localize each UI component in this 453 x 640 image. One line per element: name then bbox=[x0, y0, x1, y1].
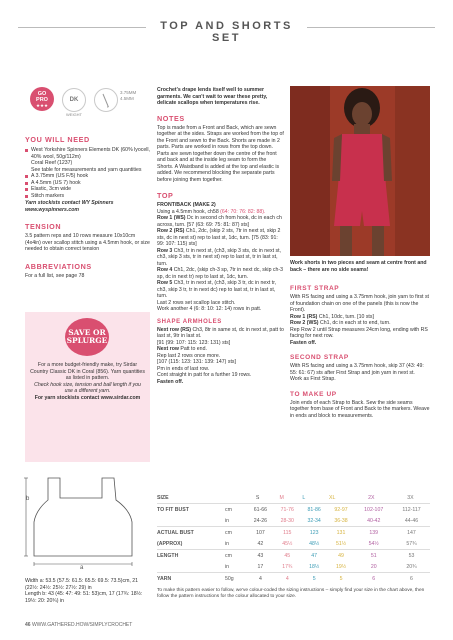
table-cell: 4 bbox=[247, 573, 274, 585]
table-cell: 18½ bbox=[309, 563, 320, 570]
table-cell: 19½ bbox=[335, 563, 347, 570]
row-label: LENGTH bbox=[157, 550, 225, 562]
next-row-instruction bbox=[157, 327, 284, 340]
row3-instruction bbox=[157, 248, 284, 268]
table-cell: 4 bbox=[274, 573, 301, 585]
table-cell: 28-30 bbox=[280, 517, 294, 524]
you-will-need-section bbox=[25, 135, 150, 279]
row-label: Row 3 bbox=[157, 247, 173, 254]
row1-instruction bbox=[157, 215, 284, 228]
fasten-off-text: Fasten off. bbox=[157, 378, 184, 385]
row-label: Row 1 (WS) bbox=[157, 215, 186, 221]
row-label: Row 2 (WS) bbox=[290, 320, 319, 326]
table-cell: 51 bbox=[354, 550, 393, 562]
table-cell: 6 bbox=[393, 573, 430, 585]
work-another-text: Work another 4 (6: 8: 10: 12: 14) rows in patt. bbox=[157, 306, 262, 312]
table-cell: 147 bbox=[393, 527, 430, 539]
table-cell: 51½ bbox=[335, 540, 347, 547]
table-row bbox=[157, 504, 430, 516]
row-label: (APPROX) bbox=[157, 540, 183, 547]
width-measurement: Width a: 53.5 (57.5: 61.5: 65.5: 69.5: 73.5)cm, 21 (22½: 24½: 25½: 27½: 29) in bbox=[25, 578, 139, 591]
list-item-text: A 3.75mm (US F/5) hook bbox=[31, 173, 89, 179]
page-title: TOP AND SHORTS SET bbox=[160, 20, 293, 44]
table-cell: 20 bbox=[370, 563, 377, 570]
list-item-text: A 4.5mm (US 7) hook bbox=[31, 179, 81, 186]
table-cell: 20¾ bbox=[406, 563, 417, 570]
row-unit: in bbox=[225, 517, 230, 524]
list-item-text: West Yorkshire Spinners Elements DK (60% lyocell, 40% wool, 50g/112m) bbox=[31, 147, 150, 160]
size-table bbox=[157, 492, 430, 600]
weight-badge bbox=[62, 88, 86, 112]
second-strap-text: With RS facing and using a 3.75mm hook, skip 37 (43: 49: 55: 61: 67) sts after First Strap and join yarn in next st. bbox=[290, 363, 424, 376]
section-heading-top: TOP bbox=[157, 191, 174, 200]
row-label: TO FIT BUST bbox=[157, 504, 225, 516]
table-cell: 40-42 bbox=[367, 517, 381, 524]
chain-sizes: (64: 70: 76: 82: 88). bbox=[220, 208, 266, 215]
table-cell: 44-46 bbox=[404, 517, 419, 524]
row-text: Ch1, 10dc, turn. [10 sts] bbox=[317, 313, 374, 320]
hook-sizes bbox=[120, 90, 136, 102]
size-header: SIZE bbox=[157, 494, 169, 501]
section-heading-notes: NOTES bbox=[157, 113, 185, 123]
row-unit: cm bbox=[225, 504, 247, 516]
abbreviations-text: For a full list, see page 78 bbox=[25, 272, 85, 279]
strap-rep-text: Rep Row 2 until Strap measures 24cm long, ending with RS facing for next row. bbox=[290, 326, 428, 339]
cont-text: Cont straight in patt for a further 19 rows. bbox=[157, 372, 252, 378]
table-row bbox=[157, 515, 430, 527]
schematic-diagram bbox=[20, 470, 150, 580]
badge-level-line2: PRO bbox=[36, 97, 48, 103]
promo-check-text: Check hook size, tension and ball length if you use a different yarn. bbox=[34, 381, 141, 394]
weight-sub-label: WEIGHT bbox=[66, 112, 82, 117]
notes-text: Top is made from a Front and Back, which are sewn together at the sides. Straps are worked from the top of the Front and sewn to the Back. Shorts are made in 2 parts. Parts are worked in rows from the top down. Parts are sewn together down the centre of the front and back and at the inside leg seam to form the Shorts. A Waistband is added at the top and elastic is added. We recommend blocking the separate parts before joining them together. bbox=[157, 124, 284, 183]
table-cell: 107 bbox=[247, 527, 274, 539]
table-cell: 49 bbox=[328, 550, 355, 562]
table-cell: 115 bbox=[274, 527, 301, 539]
table-cell: 17¾ bbox=[282, 563, 293, 570]
table-cell: 81-86 bbox=[301, 504, 328, 516]
dimension-label-b: b bbox=[26, 496, 30, 502]
row-label bbox=[157, 515, 225, 527]
yarn-colour: Coral Reef (1237) bbox=[31, 160, 73, 166]
hook-drawing bbox=[95, 89, 117, 111]
list-item-text: Elastic, 3cm wide bbox=[31, 186, 72, 192]
section-heading-shape-armholes: SHAPE ARMHOLES bbox=[157, 318, 222, 325]
header-rule-right bbox=[307, 27, 435, 28]
row-unit: cm bbox=[225, 527, 247, 539]
table-row bbox=[157, 527, 430, 539]
stitch-count-2: [107 (115: 123: 131: 139: 147) sts] bbox=[157, 359, 236, 365]
row-label: YARN bbox=[157, 573, 225, 585]
row-unit: in bbox=[225, 563, 230, 570]
skill-level-badge bbox=[30, 87, 54, 111]
materials-list bbox=[25, 147, 150, 160]
section-heading-tension: TENSION bbox=[25, 222, 62, 231]
table-cell: 57¾ bbox=[406, 540, 417, 547]
size-xl: XL bbox=[329, 494, 336, 501]
promo-stockist-link[interactable]: For yarn stockists contact www.sirdar.com bbox=[34, 394, 141, 401]
table-cell: 6 bbox=[354, 573, 393, 585]
list-item-text: Stitch markers bbox=[31, 192, 65, 199]
table-cell: 92-97 bbox=[328, 504, 355, 516]
rep-last-text: Rep last 2 rows once more. bbox=[157, 352, 221, 359]
row2-instruction bbox=[157, 228, 284, 248]
table-cell: 43 bbox=[247, 550, 274, 562]
table-cell: 131 bbox=[328, 527, 355, 539]
stitch-count: [91 (99: 107: 115: 123: 131) sts] bbox=[157, 339, 231, 346]
row-label: Row 2 (RS) bbox=[157, 228, 185, 234]
promo-content bbox=[30, 362, 145, 401]
make-up-text: Join ends of each Strap to Back. Sew the side seams together from base of Front and Back to the markers. Weave in ends and block to measurements. bbox=[290, 399, 430, 419]
table-cell: 61-66 bbox=[247, 504, 274, 516]
hook-size-2: 4.5MM bbox=[120, 96, 134, 101]
row-unit: in bbox=[225, 540, 230, 547]
row4-instruction bbox=[157, 267, 284, 280]
right-column bbox=[290, 285, 430, 419]
stamp-line1: SAVE OR bbox=[68, 328, 106, 337]
row-label: Row 5 bbox=[157, 280, 173, 286]
table-cell: 45 bbox=[274, 550, 301, 562]
row-text: Ch3, 8tr in same st, dc in next st, patt to last st, 9tr in last st. bbox=[157, 326, 284, 339]
row-text: Ch3, tr in next st, (ch3, skip 3 tr, dc in next tr, ch3, skip 3 tr, tr in next dc) rep to last st, tr in last st, turn. bbox=[157, 280, 277, 299]
table-row bbox=[157, 573, 430, 585]
yarn-note: See table for measurements and yarn quantities bbox=[31, 166, 142, 173]
unit-header bbox=[225, 492, 247, 503]
strap-fasten-off: Fasten off. bbox=[290, 339, 317, 346]
section-heading-to-make-up: TO MAKE UP bbox=[290, 390, 337, 398]
row-label: Next row (RS) bbox=[157, 326, 192, 333]
model-photo bbox=[290, 86, 430, 256]
row-text: Ch1, 2dc, (skip ch-3 sp, 7tr in next dc, skip ch-3 sp, dc in next tr) rep to last st, 1dc, turn. bbox=[157, 267, 283, 280]
table-cell: 102-107 bbox=[354, 504, 393, 516]
table-header-row bbox=[157, 492, 430, 503]
size-3x: 3X bbox=[407, 494, 414, 501]
table-cell: 53 bbox=[393, 550, 430, 562]
row-label: Row 4 bbox=[157, 267, 173, 273]
size-s: S bbox=[255, 494, 260, 501]
tension-text: 3.5 pattern reps and 10 rows measure 10x10cm (4x4in) over scallop stitch using a 4.5mm hook, or size needed to obtain correct tension bbox=[25, 233, 150, 252]
row-text: Ch1, 2dc, (skip 2 sts, 7tr in next st, skip 2 sts, dc in next st) rep to last st, 1dc, turn. [75 (83: 91: 99: 107: 115) sts] bbox=[157, 228, 281, 247]
page-header bbox=[0, 18, 453, 44]
table-cell: 47 bbox=[301, 550, 328, 562]
second-strap-work: Work as First Strap. bbox=[290, 376, 336, 382]
table-cell: 36-38 bbox=[334, 517, 348, 524]
star-icon: ★★★ bbox=[35, 103, 49, 108]
row-unit: 50g bbox=[225, 573, 247, 585]
promo-text: For a more budget-friendly make, try Sirdar Country Classic DK in Coral (856). Yarn quantities as listed in pattern. bbox=[30, 362, 145, 381]
row-text: Dc in second ch from hook, dc in each ch across, turn. [57 (63: 69: 75: 81: 87) sts] bbox=[157, 215, 282, 228]
stamp-line2: SPLURGE bbox=[66, 336, 108, 345]
stockist-link[interactable]: Yarn stockists contact WY Spinners www.wyspinners.com bbox=[25, 200, 114, 213]
table-cell: 54½ bbox=[368, 540, 379, 547]
row-label: Next row bbox=[157, 346, 179, 352]
list-item bbox=[25, 147, 150, 160]
row-label bbox=[157, 561, 225, 573]
size-m: M bbox=[279, 494, 284, 501]
table-row bbox=[157, 550, 430, 562]
page-footer bbox=[25, 622, 132, 628]
table-cell: 42 bbox=[257, 540, 264, 547]
table-cell: 123 bbox=[301, 527, 328, 539]
list-item bbox=[25, 193, 150, 200]
row-unit: cm bbox=[225, 550, 247, 562]
hook-icon bbox=[94, 88, 118, 112]
subheading-front-back: FRONT/BACK (MAKE 2) bbox=[157, 202, 216, 208]
table-row bbox=[157, 538, 430, 550]
dimension-label-a: a bbox=[80, 565, 84, 571]
length-measurement: Length b: 43 (45: 47: 49: 51: 53)cm, 17 (17¾: 18½: 19½: 20: 20¾) in bbox=[25, 591, 143, 604]
table-row bbox=[157, 561, 430, 573]
photo-caption: Work shorts in two pieces and seam at centre front and back – there are no side seams! bbox=[290, 260, 427, 273]
model-photo-drawing bbox=[290, 86, 430, 256]
save-or-splurge-stamp bbox=[65, 318, 109, 356]
table-cell: 45½ bbox=[282, 540, 293, 547]
weight-label: DK bbox=[69, 97, 79, 103]
table-cell: 24-26 bbox=[253, 517, 268, 524]
badge-level-line1: GO bbox=[37, 91, 47, 97]
intro-text: Crochet's drape lends itself well to summer garments. We can't wait to wear these pretty, delicate scallops when temperatures rise. bbox=[157, 87, 268, 106]
row-text: Patt to end. bbox=[178, 346, 207, 352]
size-2x: 2X bbox=[368, 494, 375, 501]
section-heading-you-will-need: YOU WILL NEED bbox=[25, 135, 90, 144]
row-label: ACTUAL BUST bbox=[157, 527, 225, 539]
section-heading-abbreviations: ABBREVIATIONS bbox=[25, 261, 92, 271]
table-cell: 139 bbox=[354, 527, 393, 539]
table-cell: 32-34 bbox=[307, 517, 321, 524]
chain-text: Using a 4.5mm hook, ch58 bbox=[157, 208, 221, 215]
section-heading-first-strap: FIRST STRAP bbox=[290, 285, 340, 292]
size-l: L bbox=[302, 494, 306, 501]
section-heading-second-strap: SECOND STRAP bbox=[290, 354, 349, 361]
hook-size-1: 3.75MM bbox=[120, 90, 137, 95]
row-text: Ch3, tr in next st, (ch3, skip 3 sts, dc in next st, ch3, skip 3 sts, tr in next st) rep to last st, tr in last st, turn. bbox=[157, 247, 281, 267]
row5-instruction bbox=[157, 280, 284, 300]
table-cell: 17 bbox=[257, 563, 264, 570]
pm-text: Pm in ends of last row. bbox=[157, 365, 210, 372]
first-strap-text: With RS facing and using a 3.75mm hook, join yarn to first st of foundation chain on one of the panels (this is now the Front). bbox=[290, 294, 429, 313]
table-cell: 5 bbox=[301, 573, 328, 585]
size-chart bbox=[157, 492, 430, 503]
page-number: 46 bbox=[25, 622, 31, 628]
measurements bbox=[25, 578, 150, 604]
size-chart-body bbox=[157, 503, 430, 584]
rep-text: Last 2 rows set scallop lace stitch. bbox=[157, 299, 236, 306]
table-cell: 48½ bbox=[309, 540, 320, 547]
size-table-note: To make this pattern easier to follow, we've colour-coded the sizing instructions – simply find your size in the chart above, then follow the pattern instructions for the colour allocated to your size. bbox=[157, 588, 425, 599]
middle-column bbox=[157, 87, 284, 385]
table-cell: 112-117 bbox=[393, 504, 430, 516]
garment-schematic bbox=[20, 470, 150, 580]
save-or-splurge-box bbox=[25, 312, 150, 462]
row-label: Row 1 (RS) bbox=[290, 313, 318, 320]
table-cell: 5 bbox=[328, 573, 355, 585]
table-cell: 71-76 bbox=[274, 504, 301, 516]
footer-url[interactable]: WWW.GATHERED.HOW/SIMPLYCROCHET bbox=[31, 622, 133, 628]
header-rule-left bbox=[18, 27, 146, 28]
materials-list-2 bbox=[25, 173, 150, 199]
row-text: Ch1, dc in each st to end, turn. bbox=[318, 320, 391, 326]
